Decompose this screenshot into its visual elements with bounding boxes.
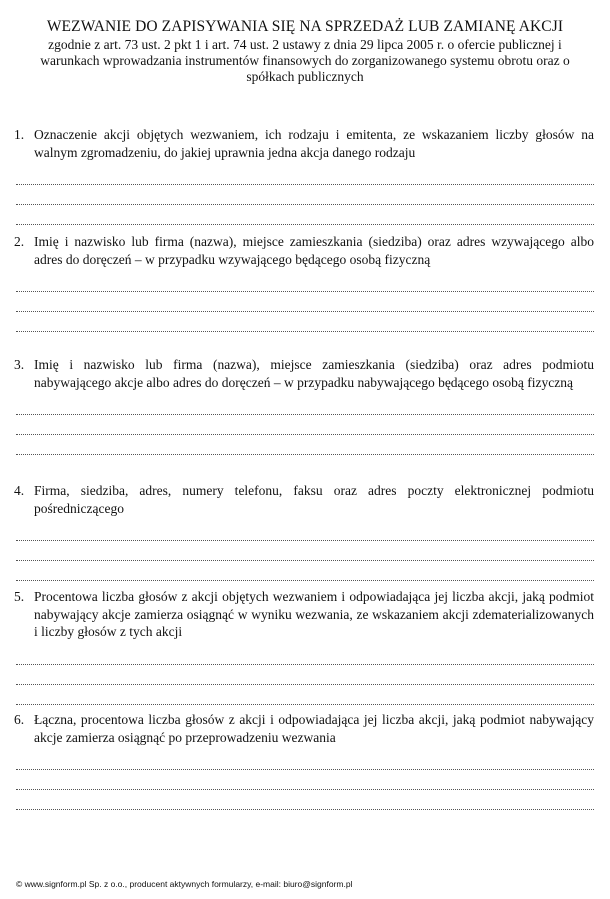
footer-copyright: © www.signform.pl Sp. z o.o., producent aktywnych formularzy, e-mail: biuro@signform.pl bbox=[16, 879, 353, 889]
answer-line[interactable] bbox=[16, 770, 594, 790]
answer-line[interactable] bbox=[16, 790, 594, 810]
form-item-6 bbox=[14, 711, 594, 810]
answer-line[interactable] bbox=[16, 185, 594, 205]
item-question: Łączna, procentowa liczba głosów z akcji i odpowiadająca jej liczba akcji, jaką podmiot nabywający akcje zamierza osiągnąć po przeprowadzeniu wezwania bbox=[34, 712, 594, 745]
item-question: Oznaczenie akcji objętych wezwaniem, ich rodzaju i emitenta, ze wskazaniem liczby głosów na walnym zgromadzeniu, do jakiej uprawnia jedna akcja danego rodzaju bbox=[34, 127, 594, 160]
item-question: Imię i nazwisko lub firma (nazwa), miejsce zamieszkania (siedziba) oraz adres podmiotu nabywającego akcje albo adres do doręczeń – w przypadku nabywającego będącego osobą fizyczną bbox=[34, 357, 594, 390]
item-question: Imię i nazwisko lub firma (nazwa), miejsce zamieszkania (siedziba) oraz adres wzywającego albo adres do doręczeń – w przypadku wzywającego będącego osobą fizyczną bbox=[34, 234, 594, 267]
form-item-1 bbox=[14, 126, 594, 225]
answer-line[interactable] bbox=[16, 415, 594, 435]
item-number: 3. bbox=[14, 357, 25, 372]
answer-line[interactable] bbox=[16, 395, 594, 415]
answer-line[interactable] bbox=[16, 435, 594, 455]
form-item-4 bbox=[14, 482, 594, 581]
item-number: 2. bbox=[14, 234, 25, 249]
form-item-2 bbox=[14, 233, 594, 332]
answer-lines bbox=[14, 272, 594, 332]
answer-line[interactable] bbox=[16, 165, 594, 185]
item-question: Firma, siedziba, adres, numery telefonu, faksu oraz adres poczty elektronicznej podmiotu pośredniczącego bbox=[34, 483, 594, 516]
answer-lines bbox=[14, 521, 594, 581]
answer-line[interactable] bbox=[16, 205, 594, 225]
form-header bbox=[18, 17, 592, 85]
form-subtitle: zgodnie z art. 73 ust. 2 pkt 1 i art. 74 ust. 2 ustawy z dnia 29 lipca 2005 r. o ofercie publicznej i warunkach wprowadzania instrumentów finansowych do zorganizowanego systemu obrotu oraz o spółkach publicznych bbox=[40, 37, 570, 84]
answer-line[interactable] bbox=[16, 665, 594, 685]
item-number: 5. bbox=[14, 589, 25, 604]
answer-lines bbox=[14, 165, 594, 225]
item-number: 4. bbox=[14, 483, 25, 498]
answer-line[interactable] bbox=[16, 272, 594, 292]
answer-lines bbox=[14, 645, 594, 705]
answer-line[interactable] bbox=[16, 685, 594, 705]
answer-lines bbox=[14, 750, 594, 810]
item-question: Procentowa liczba głosów z akcji objętych wezwaniem i odpowiadająca jej liczba akcji, jaką podmiot nabywający akcje zamierza osiągnąć w wyniku wezwania, ze wskazaniem akcji zdematerializowanych i liczby głosów z tych akcji bbox=[34, 589, 594, 639]
answer-line[interactable] bbox=[16, 561, 594, 581]
item-number: 1. bbox=[14, 127, 25, 142]
item-number: 6. bbox=[14, 712, 25, 727]
answer-line[interactable] bbox=[16, 750, 594, 770]
answer-line[interactable] bbox=[16, 521, 594, 541]
answer-lines bbox=[14, 395, 594, 455]
answer-line[interactable] bbox=[16, 292, 594, 312]
answer-line[interactable] bbox=[16, 645, 594, 665]
form-item-3 bbox=[14, 356, 594, 455]
form-item-5 bbox=[14, 588, 594, 705]
form-title: WEZWANIE DO ZAPISYWANIA SIĘ NA SPRZEDAŻ LUB ZAMIANĘ AKCJI bbox=[46, 18, 564, 35]
answer-line[interactable] bbox=[16, 312, 594, 332]
answer-line[interactable] bbox=[16, 541, 594, 561]
